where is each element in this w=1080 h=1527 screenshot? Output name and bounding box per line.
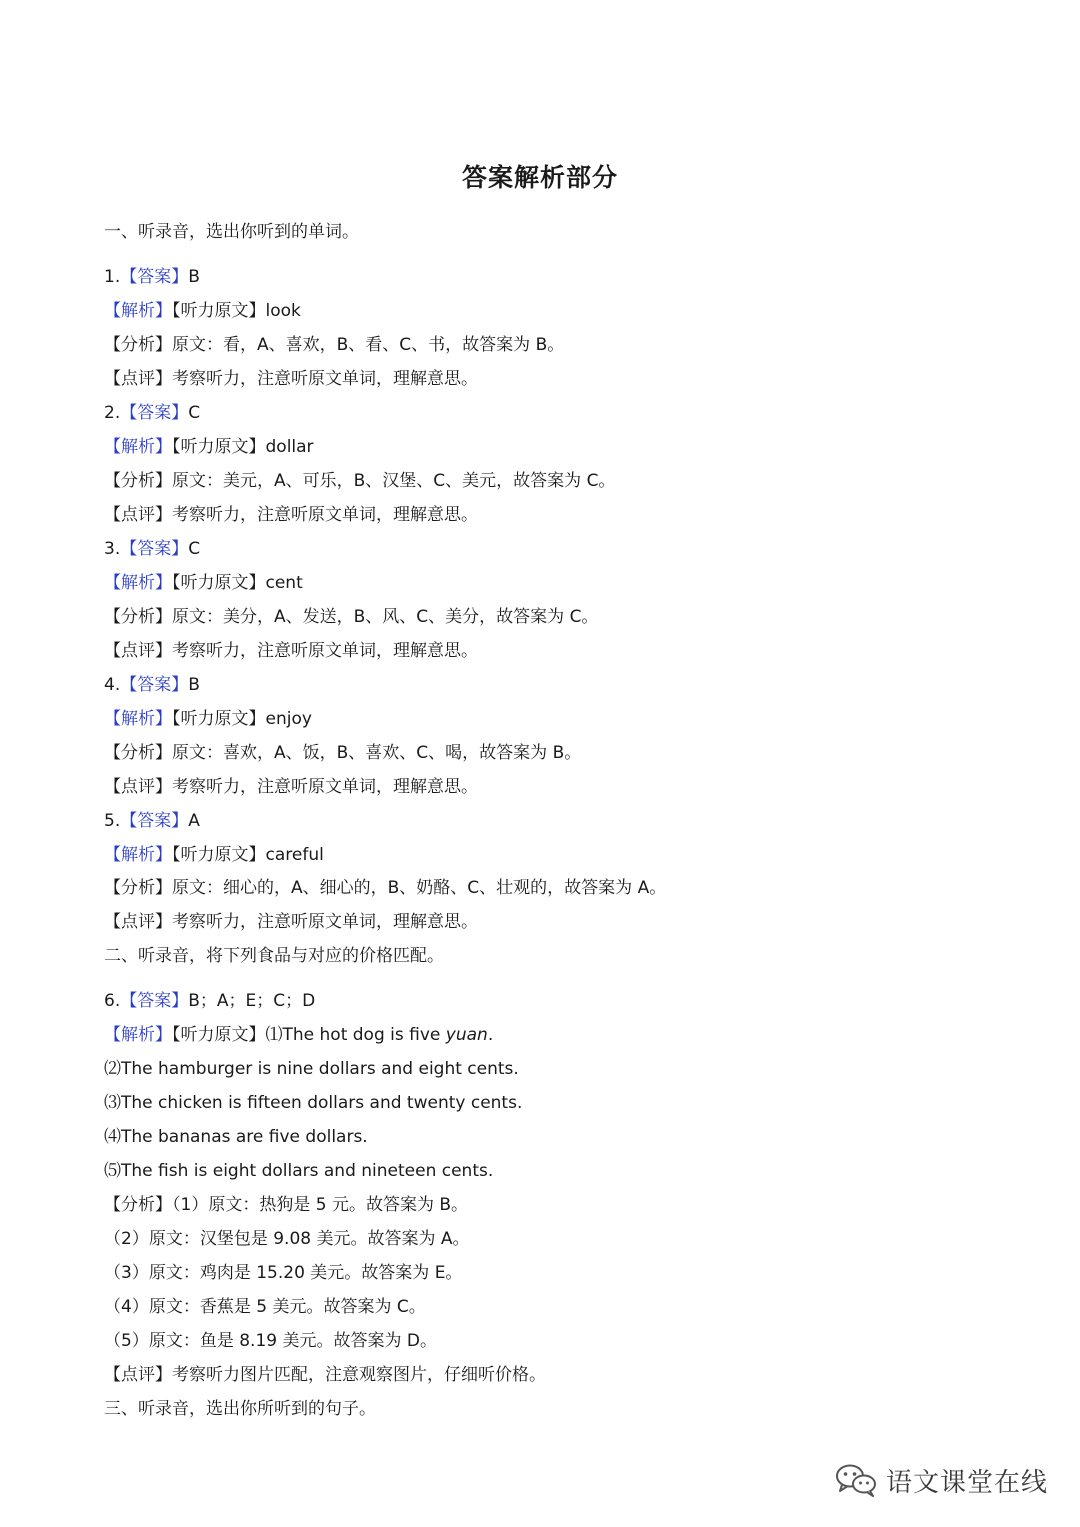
comment-text: 考察听力，注意听原文单词，理解意思。 [172,912,478,932]
analysis-text: 原文：看，A、喜欢，B、看、C、书，故答案为 B。 [172,335,565,355]
analysis-line-1 [104,334,564,356]
comment-text: 考察听力，注意听原文单词，理解意思。 [172,505,478,525]
answer-tag: 【答案】 [120,403,189,423]
comment-line-2 [104,504,478,526]
comment-text: 考察听力，注意听原文单词，理解意思。 [172,641,478,661]
listening-word: enjoy [265,709,312,729]
fenxi-tag: 【分析】 [104,1195,172,1215]
comment-text: 考察听力，注意听原文单词，理解意思。 [172,777,478,797]
comment-line-5 [104,911,478,933]
listening-line-3 [104,572,303,594]
transcript-text: ⑴The hot dog is five [265,1025,446,1045]
answer-tag: 【答案】 [120,267,189,287]
comment-line-6 [104,1364,546,1386]
wechat-icon [834,1462,878,1498]
listening-line-5 [104,844,324,866]
listening-word: look [265,301,301,321]
item-number: 3. [104,539,121,559]
watermark-text: 语文课堂在线 [886,1467,1049,1498]
yuanwen-tag: 【听力原文】 [172,1025,266,1045]
section-heading-3: 三、听录音，选出你所听到的句子。 [104,1399,376,1419]
answer-line-6 [104,990,315,1012]
analysis-text: 原文：美元，A、可乐，B、汉堡、C、美元，故答案为 C。 [172,471,616,491]
section-heading-2: 二、听录音，将下列食品与对应的价格匹配。 [104,946,444,966]
fenxi-tag: 【分析】 [104,471,172,491]
answer-tag: 【答案】 [120,811,189,831]
comment-text: 考察听力图片匹配，注意观察图片，仔细听价格。 [172,1365,546,1385]
answer-line-5 [104,810,200,832]
listening-word: dollar [265,437,314,457]
listening-line-4 [104,708,312,730]
item-number: 4. [104,675,121,695]
analysis-line-4 [104,742,581,764]
dianping-tag: 【点评】 [104,505,172,525]
answer-value: A [188,811,200,831]
listening-word: cent [265,573,303,593]
jiexi-tag: 【解析】 [104,301,172,321]
yuanwen-tag: 【听力原文】 [172,573,266,593]
yuanwen-tag: 【听力原文】 [172,301,266,321]
analysis-line-6-3: （3）原文：鸡肉是 15.20 美元。故答案为 E。 [104,1263,463,1283]
comment-line-3 [104,640,478,662]
yuanwen-tag: 【听力原文】 [172,845,266,865]
analysis-line-5 [104,877,666,899]
listening-word: careful [265,845,324,865]
item-number: 1. [104,267,121,287]
answer-value: B [188,267,200,287]
comment-line-4 [104,776,478,798]
answer-line-1 [104,266,200,288]
jiexi-tag: 【解析】 [104,845,172,865]
analysis-text: 原文：美分，A、发送，B、风、C、美分，故答案为 C。 [172,607,599,627]
jiexi-tag: 【解析】 [104,437,172,457]
analysis-line-2 [104,470,615,492]
listening-line-1 [104,300,301,322]
transcript-line-4: ⑷The bananas are five dollars. [104,1127,368,1147]
watermark [834,1460,1048,1500]
transcript-end: . [487,1025,494,1045]
yuanwen-tag: 【听力原文】 [172,709,266,729]
jiexi-tag: 【解析】 [104,709,172,729]
listening-line-2 [104,436,314,458]
item-number: 5. [104,811,121,831]
dianping-tag: 【点评】 [104,777,172,797]
answer-tag: 【答案】 [120,991,189,1011]
dianping-tag: 【点评】 [104,641,172,661]
listening-line-6 [104,1024,493,1046]
item-number: 2. [104,403,121,423]
item-number: 6. [104,991,121,1011]
transcript-line-3: ⑶The chicken is fifteen dollars and twenty cents. [104,1093,523,1113]
answer-line-2 [104,402,200,424]
answer-line-4 [104,674,200,696]
transcript-line-2: ⑵The hamburger is nine dollars and eight cents. [104,1059,519,1079]
fenxi-tag: 【分析】 [104,878,172,898]
analysis-line-6-2: （2）原文：汉堡包是 9.08 美元。故答案为 A。 [104,1229,470,1249]
analysis-line-6 [104,1194,468,1216]
page-title: 答案解析部分 [461,163,618,192]
answer-value: C [188,403,201,423]
section-heading-1: 一、听录音，选出你听到的单词。 [104,222,359,242]
dianping-tag: 【点评】 [104,1365,172,1385]
analysis-line-6-5: （5）原文：鱼是 8.19 美元。故答案为 D。 [104,1331,437,1351]
answer-tag: 【答案】 [120,539,189,559]
answer-tag: 【答案】 [120,675,189,695]
yuanwen-tag: 【听力原文】 [172,437,266,457]
answer-line-3 [104,538,200,560]
jiexi-tag: 【解析】 [104,573,172,593]
comment-line-1 [104,368,478,390]
transcript-italic: yuan [445,1025,488,1045]
answer-value: B；A；E；C；D [188,991,316,1011]
dianping-tag: 【点评】 [104,369,172,389]
dianping-tag: 【点评】 [104,912,172,932]
jiexi-tag: 【解析】 [104,1025,172,1045]
transcript-line-5: ⑸The fish is eight dollars and nineteen cents. [104,1161,494,1181]
fenxi-tag: 【分析】 [104,743,172,763]
analysis-line-6-4: （4）原文：香蕉是 5 美元。故答案为 C。 [104,1297,426,1317]
comment-text: 考察听力，注意听原文单词，理解意思。 [172,369,478,389]
answer-value: C [188,539,201,559]
analysis-text: 原文：细心的，A、细心的，B、奶酪、C、壮观的，故答案为 A。 [172,878,667,898]
analysis-text: 原文：喜欢，A、饭，B、喜欢、C、喝，故答案为 B。 [172,743,582,763]
analysis-text: （1）原文：热狗是 5 元。故答案为 B。 [172,1195,469,1215]
fenxi-tag: 【分析】 [104,335,172,355]
answer-value: B [188,675,200,695]
fenxi-tag: 【分析】 [104,607,172,627]
analysis-line-3 [104,606,598,628]
